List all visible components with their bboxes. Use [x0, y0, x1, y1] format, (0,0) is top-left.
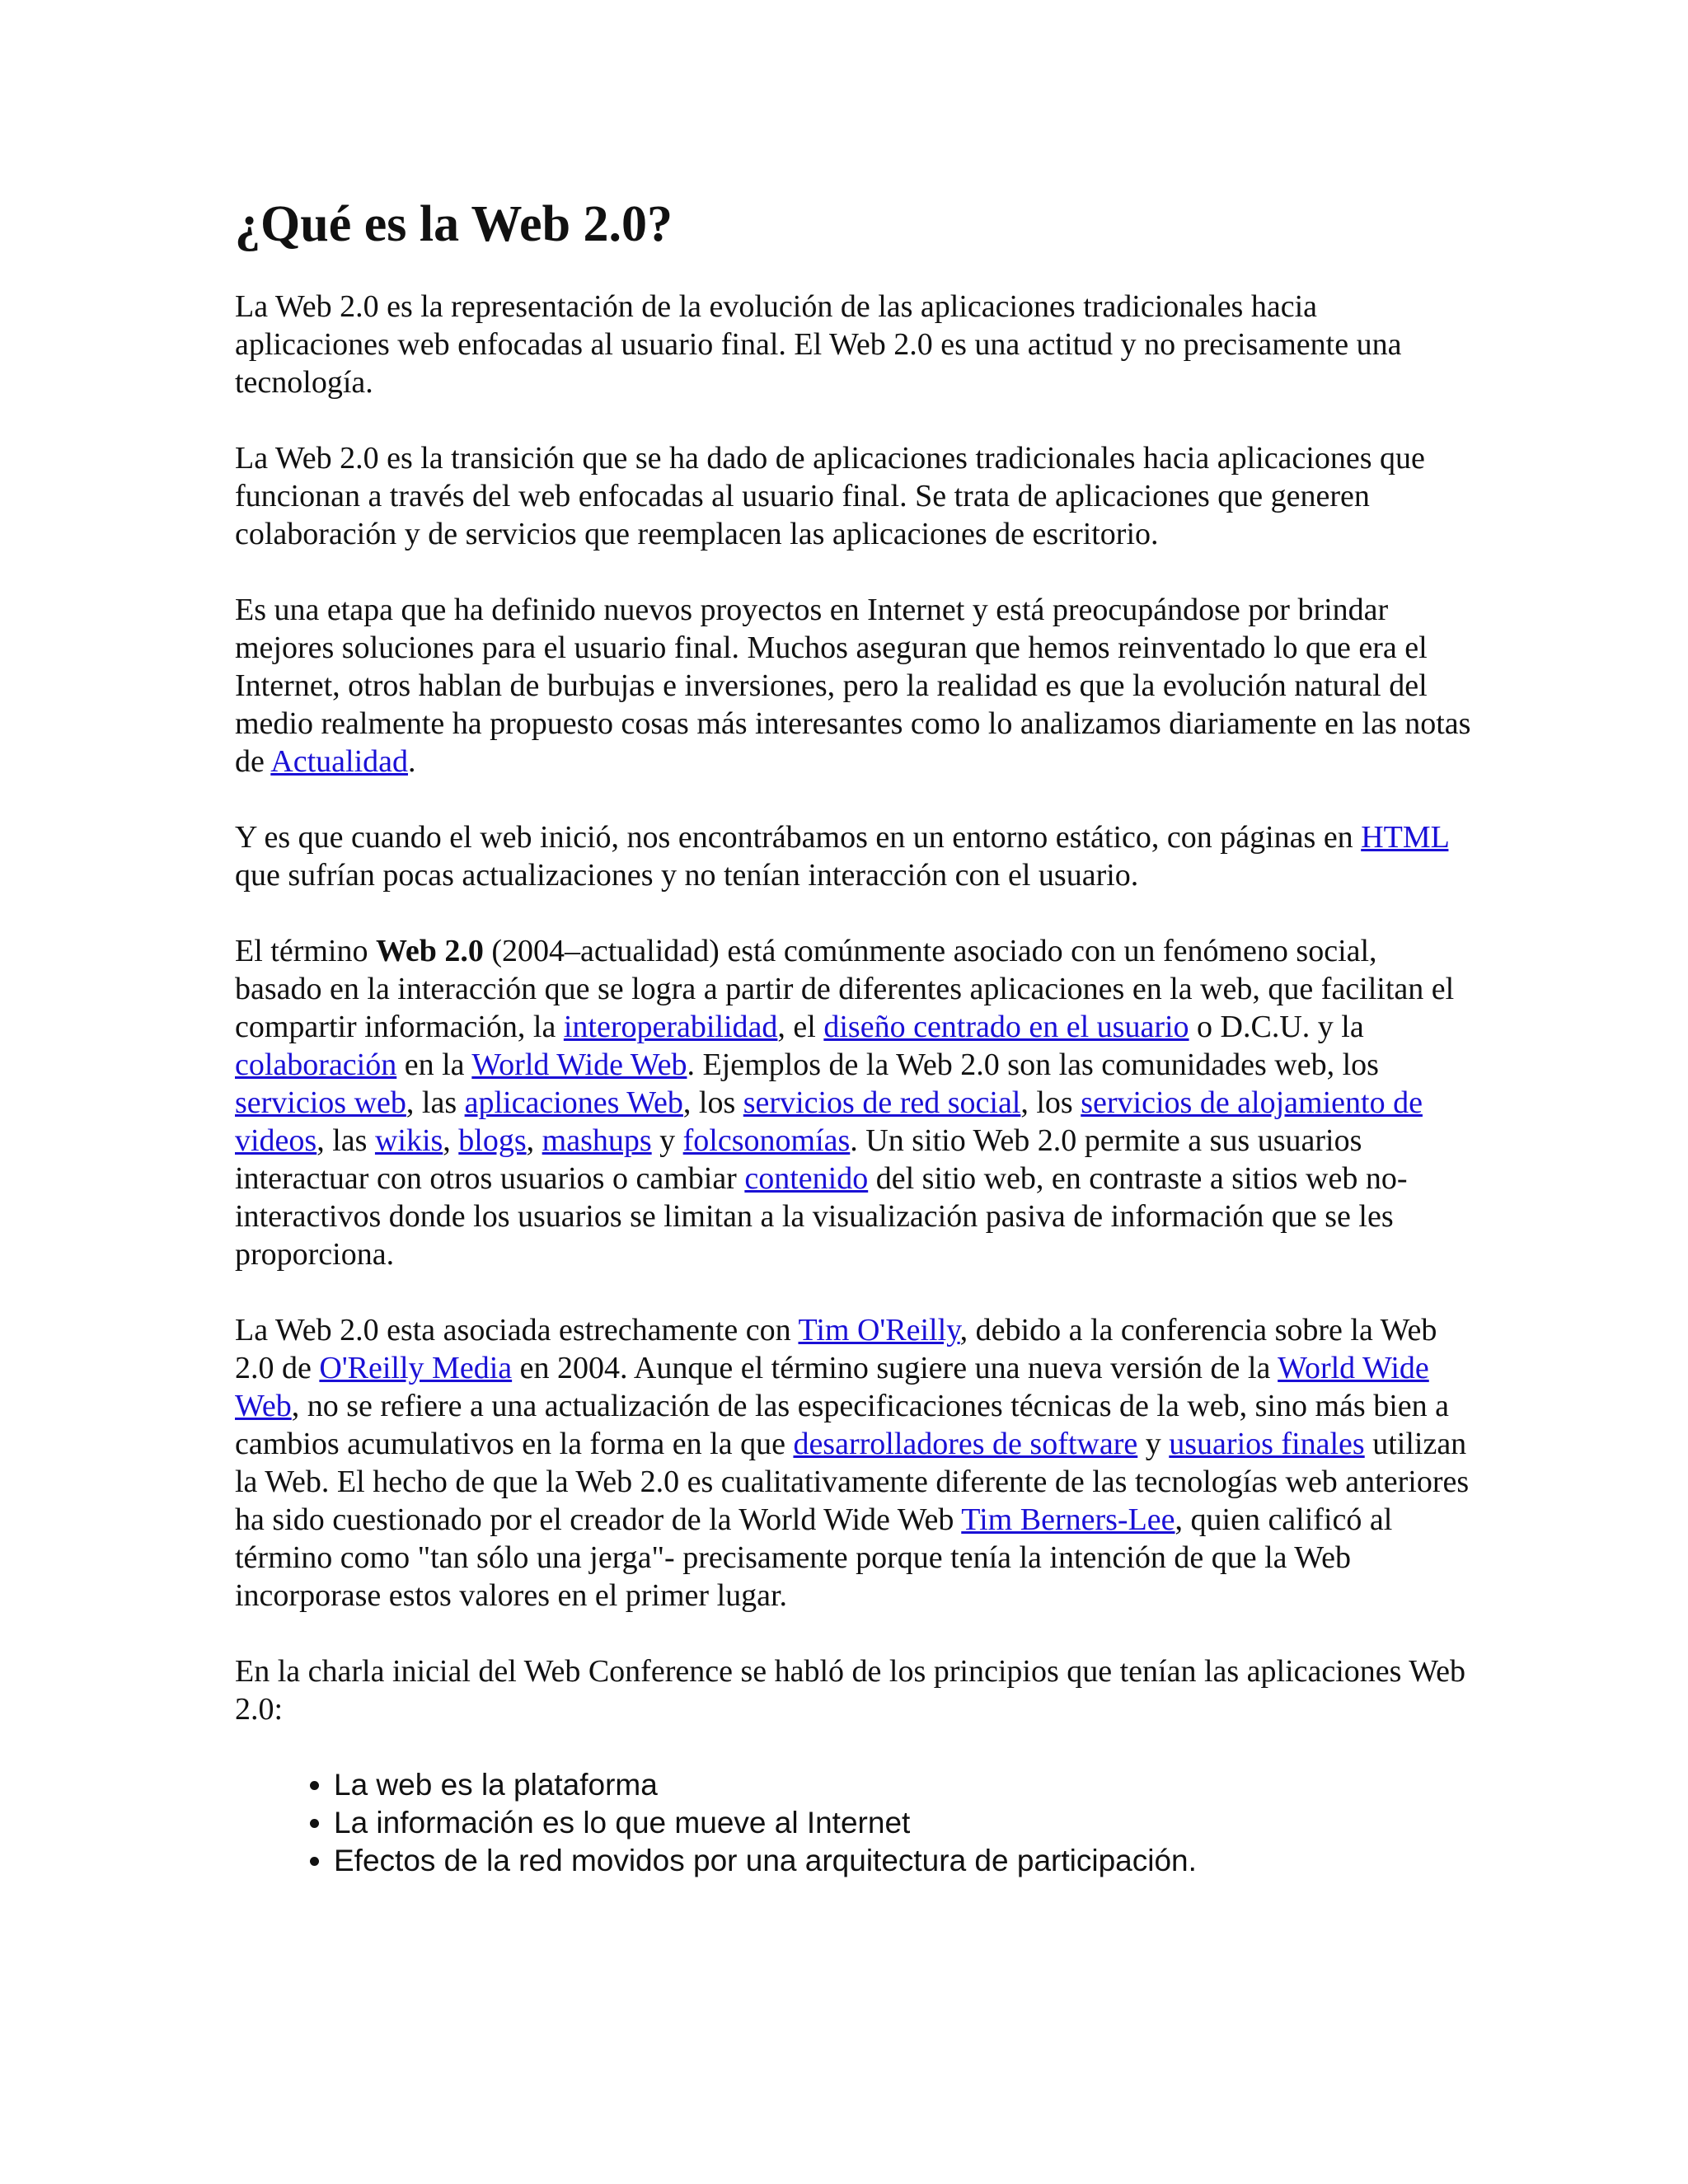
link-blogs[interactable]: blogs	[458, 1123, 527, 1158]
paragraph-text: Es una etapa que ha definido nuevos proyectos en Internet y está preocupándose por brindar mejores soluciones para el usuario final. Muchos aseguran que hemos reinventado lo que era el Internet, otros hablan de burbujas e inversiones, pero la realidad es que la evolución natural del medio realmente ha propuesto cosas más interesantes como lo analizamos diariamente en las notas de	[235, 593, 1471, 779]
link-servicios-web[interactable]: servicios web	[235, 1085, 406, 1120]
paragraph-text: , el	[777, 1010, 824, 1044]
bold-term-web20: Web 2.0	[375, 934, 484, 968]
link-interoperabilidad[interactable]: interoperabilidad	[563, 1010, 778, 1044]
link-contenido[interactable]: contenido	[744, 1161, 869, 1196]
paragraph-text: que sufrían pocas actualizaciones y no tenían interacción con el usuario.	[235, 858, 1139, 893]
paragraph-text: (2004–actualidad) está comúnmente asociado con un fenómeno social, basado en la interacción que se logra a partir de diferentes aplicaciones en la web, que facilitan el compartir información, la	[235, 934, 1455, 1044]
paragraph-transition: La Web 2.0 es la transición que se ha dado de aplicaciones tradicionales hacia aplicaciones que funcionan a través del web enfocadas al usuario final. Se trata de aplicaciones que generen colaboración y de servicios que reemplacen las aplicaciones de escritorio.	[235, 441, 1425, 551]
paragraph-etapa	[235, 591, 1471, 780]
paragraph-text: La Web 2.0 esta asociada estrechamente con	[235, 1313, 799, 1347]
paragraph-text: del sitio web, en contraste a sitios web no-interactivos donde los usuarios se limitan a la visualización pasiva de información que se les proporciona.	[235, 1161, 1408, 1272]
paragraph-oreilly	[235, 1311, 1471, 1615]
link-diseno-centrado-usuario[interactable]: diseño centrado en el usuario	[823, 1010, 1189, 1044]
link-world-wide-web[interactable]: World Wide Web	[471, 1047, 687, 1082]
link-servicios-red-social[interactable]: servicios de red social	[743, 1085, 1021, 1120]
paragraph-html	[235, 818, 1471, 894]
paragraph-termino	[235, 932, 1471, 1273]
link-usuarios-finales[interactable]: usuarios finales	[1169, 1427, 1365, 1461]
paragraph-text: El término	[235, 934, 376, 968]
link-html[interactable]: HTML	[1361, 820, 1449, 855]
link-colaboracion[interactable]: colaboración	[235, 1047, 397, 1082]
paragraph-text: . Ejemplos de la Web 2.0 son las comunidades web, los	[687, 1047, 1379, 1082]
paragraph-text: en 2004. Aunque el término sugiere una nueva versión de la	[512, 1351, 1278, 1385]
link-actualidad[interactable]: Actualidad	[270, 744, 408, 779]
paragraph-text: ,	[526, 1123, 542, 1158]
paragraph-text: , las	[316, 1123, 375, 1158]
paragraph-text: o D.C.U. y la	[1189, 1010, 1364, 1044]
paragraph-text: Y es que cuando el web inició, nos encontrábamos en un entorno estático, con páginas en	[235, 820, 1362, 855]
paragraph-text: utilizan la Web. El hecho de que la Web 2.0 es cualitativamente diferente de las tecnologías web anteriores ha sido cuestionado por el creador de la World Wide Web	[235, 1427, 1470, 1537]
link-folcsonomias[interactable]: folcsonomías	[682, 1123, 851, 1158]
paragraph-text: , los	[1020, 1085, 1081, 1120]
paragraph-text: , las	[406, 1085, 465, 1120]
paragraph-text: . Un sitio Web 2.0 permite a sus usuarios interactuar con otros usuarios o cambiar	[235, 1123, 1362, 1196]
link-aplicaciones-web[interactable]: aplicaciones Web	[464, 1085, 683, 1120]
link-tim-oreilly[interactable]: Tim O'Reilly	[798, 1313, 960, 1347]
list-item: • La web es la plataforma	[334, 1766, 1471, 1804]
link-oreilly-media[interactable]: O'Reilly Media	[319, 1351, 513, 1385]
paragraph-text: y	[651, 1123, 683, 1158]
paragraph-text: , quien calificó al término como "tan sólo una jerga"- precisamente porque tenía la intención de que la Web incorporase estos valores en el primer lugar.	[235, 1502, 1393, 1613]
paragraph-conference: En la charla inicial del Web Conference se habló de los principios que tenían las aplicaciones Web 2.0:	[235, 1654, 1465, 1727]
paragraph-text: , debido a la conferencia sobre la Web 2.0 de	[235, 1313, 1437, 1385]
principles-list	[235, 1766, 1471, 1880]
page-title: ¿Qué es la Web 2.0?	[235, 196, 673, 252]
paragraph-intro: La Web 2.0 es la representación de la evolución de las aplicaciones tradicionales hacia aplicaciones web enfocadas al usuario final. El Web 2.0 es una actitud y no precisamente una tecnología.	[235, 289, 1402, 400]
link-world-wide-web[interactable]: World Wide Web	[235, 1351, 1429, 1423]
list-item: • Efectos de la red movidos por una arquitectura de participación.	[334, 1842, 1471, 1880]
list-item: • La información es lo que mueve al Internet	[334, 1804, 1471, 1842]
paragraph-text: y	[1137, 1427, 1170, 1461]
link-tim-berners-lee[interactable]: Tim Berners-Lee	[961, 1502, 1175, 1537]
paragraph-text: en la	[396, 1047, 472, 1082]
link-wikis[interactable]: wikis	[374, 1123, 443, 1158]
link-servicios-alojamiento-videos[interactable]: servicios de alojamiento de videos	[235, 1085, 1423, 1158]
paragraph-text: ,	[443, 1123, 459, 1158]
link-desarrolladores-software[interactable]: desarrolladores de software	[793, 1427, 1138, 1461]
document-page	[235, 194, 1471, 1880]
paragraph-text: , no se refiere a una actualización de las especificaciones técnicas de la web, sino más bien a cambios acumulativos en la forma en la que	[235, 1389, 1449, 1461]
paragraph-text: .	[408, 744, 416, 779]
link-mashups[interactable]: mashups	[542, 1123, 652, 1158]
paragraph-text: , los	[682, 1085, 743, 1120]
